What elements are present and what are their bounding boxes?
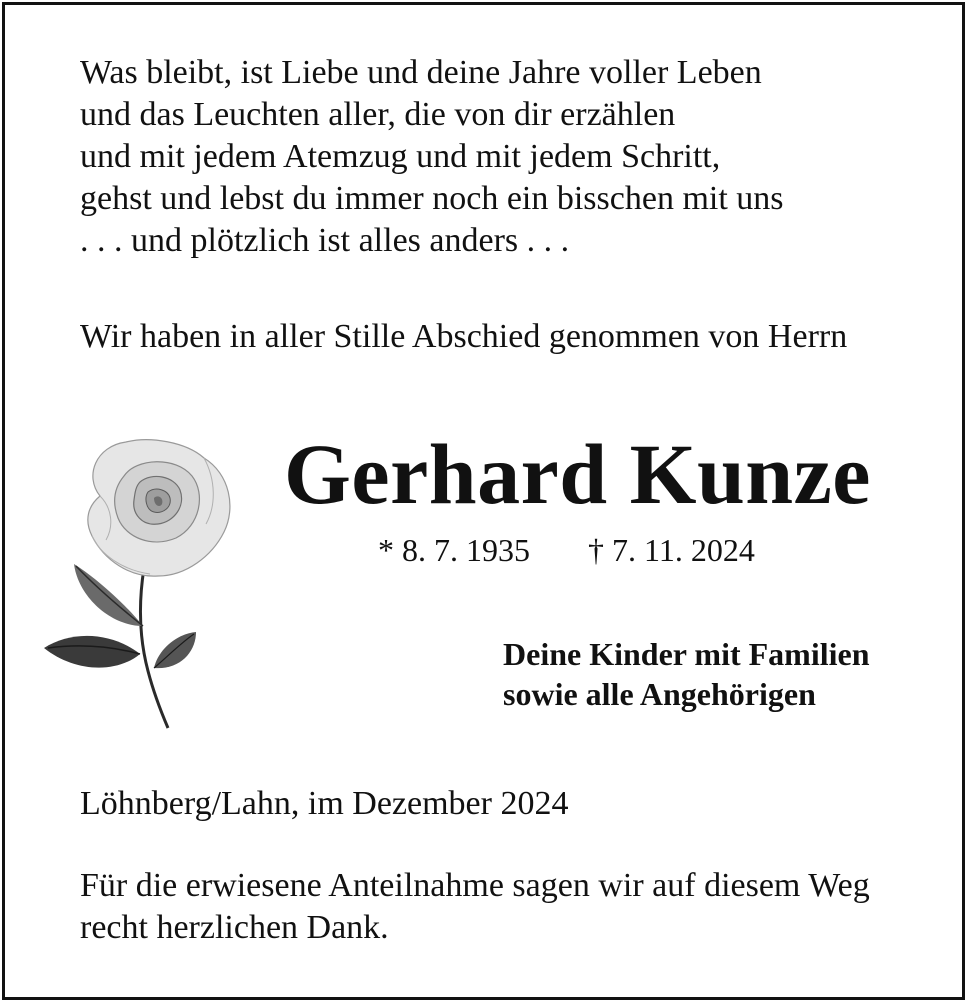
birth-date: * 8. 7. 1935 bbox=[378, 532, 530, 568]
mourners bbox=[503, 634, 869, 714]
rose-leaf bbox=[44, 636, 140, 668]
thanks-note bbox=[80, 865, 870, 949]
rose-stem bbox=[141, 568, 168, 728]
thanks-line: recht herzlichen Dank. bbox=[80, 909, 389, 946]
deceased-name: Gerhard Kunze bbox=[284, 426, 871, 522]
poem bbox=[80, 52, 900, 262]
poem-line: . . . und plötzlich ist alles anders . . . bbox=[80, 222, 570, 259]
rose-illustration bbox=[40, 436, 240, 736]
farewell-intro: Wir haben in aller Stille Abschied genommen von Herrn bbox=[80, 318, 848, 355]
mourners-line: sowie alle Angehörigen bbox=[503, 676, 816, 712]
poem-line: und mit jedem Atemzug und mit jedem Schritt, bbox=[80, 138, 721, 175]
poem-line: und das Leuchten aller, die von dir erzählen bbox=[80, 96, 676, 133]
mourners-line: Deine Kinder mit Familien bbox=[503, 636, 870, 672]
poem-line: gehst und lebst du immer noch ein bisschen mit uns bbox=[80, 180, 784, 217]
poem-line: Was bleibt, ist Liebe und deine Jahre voller Leben bbox=[80, 54, 762, 91]
place-date: Löhnberg/Lahn, im Dezember 2024 bbox=[80, 785, 569, 822]
thanks-line: Für die erwiesene Anteilnahme sagen wir auf diesem Weg bbox=[80, 867, 870, 904]
death-date: † 7. 11. 2024 bbox=[588, 532, 755, 568]
